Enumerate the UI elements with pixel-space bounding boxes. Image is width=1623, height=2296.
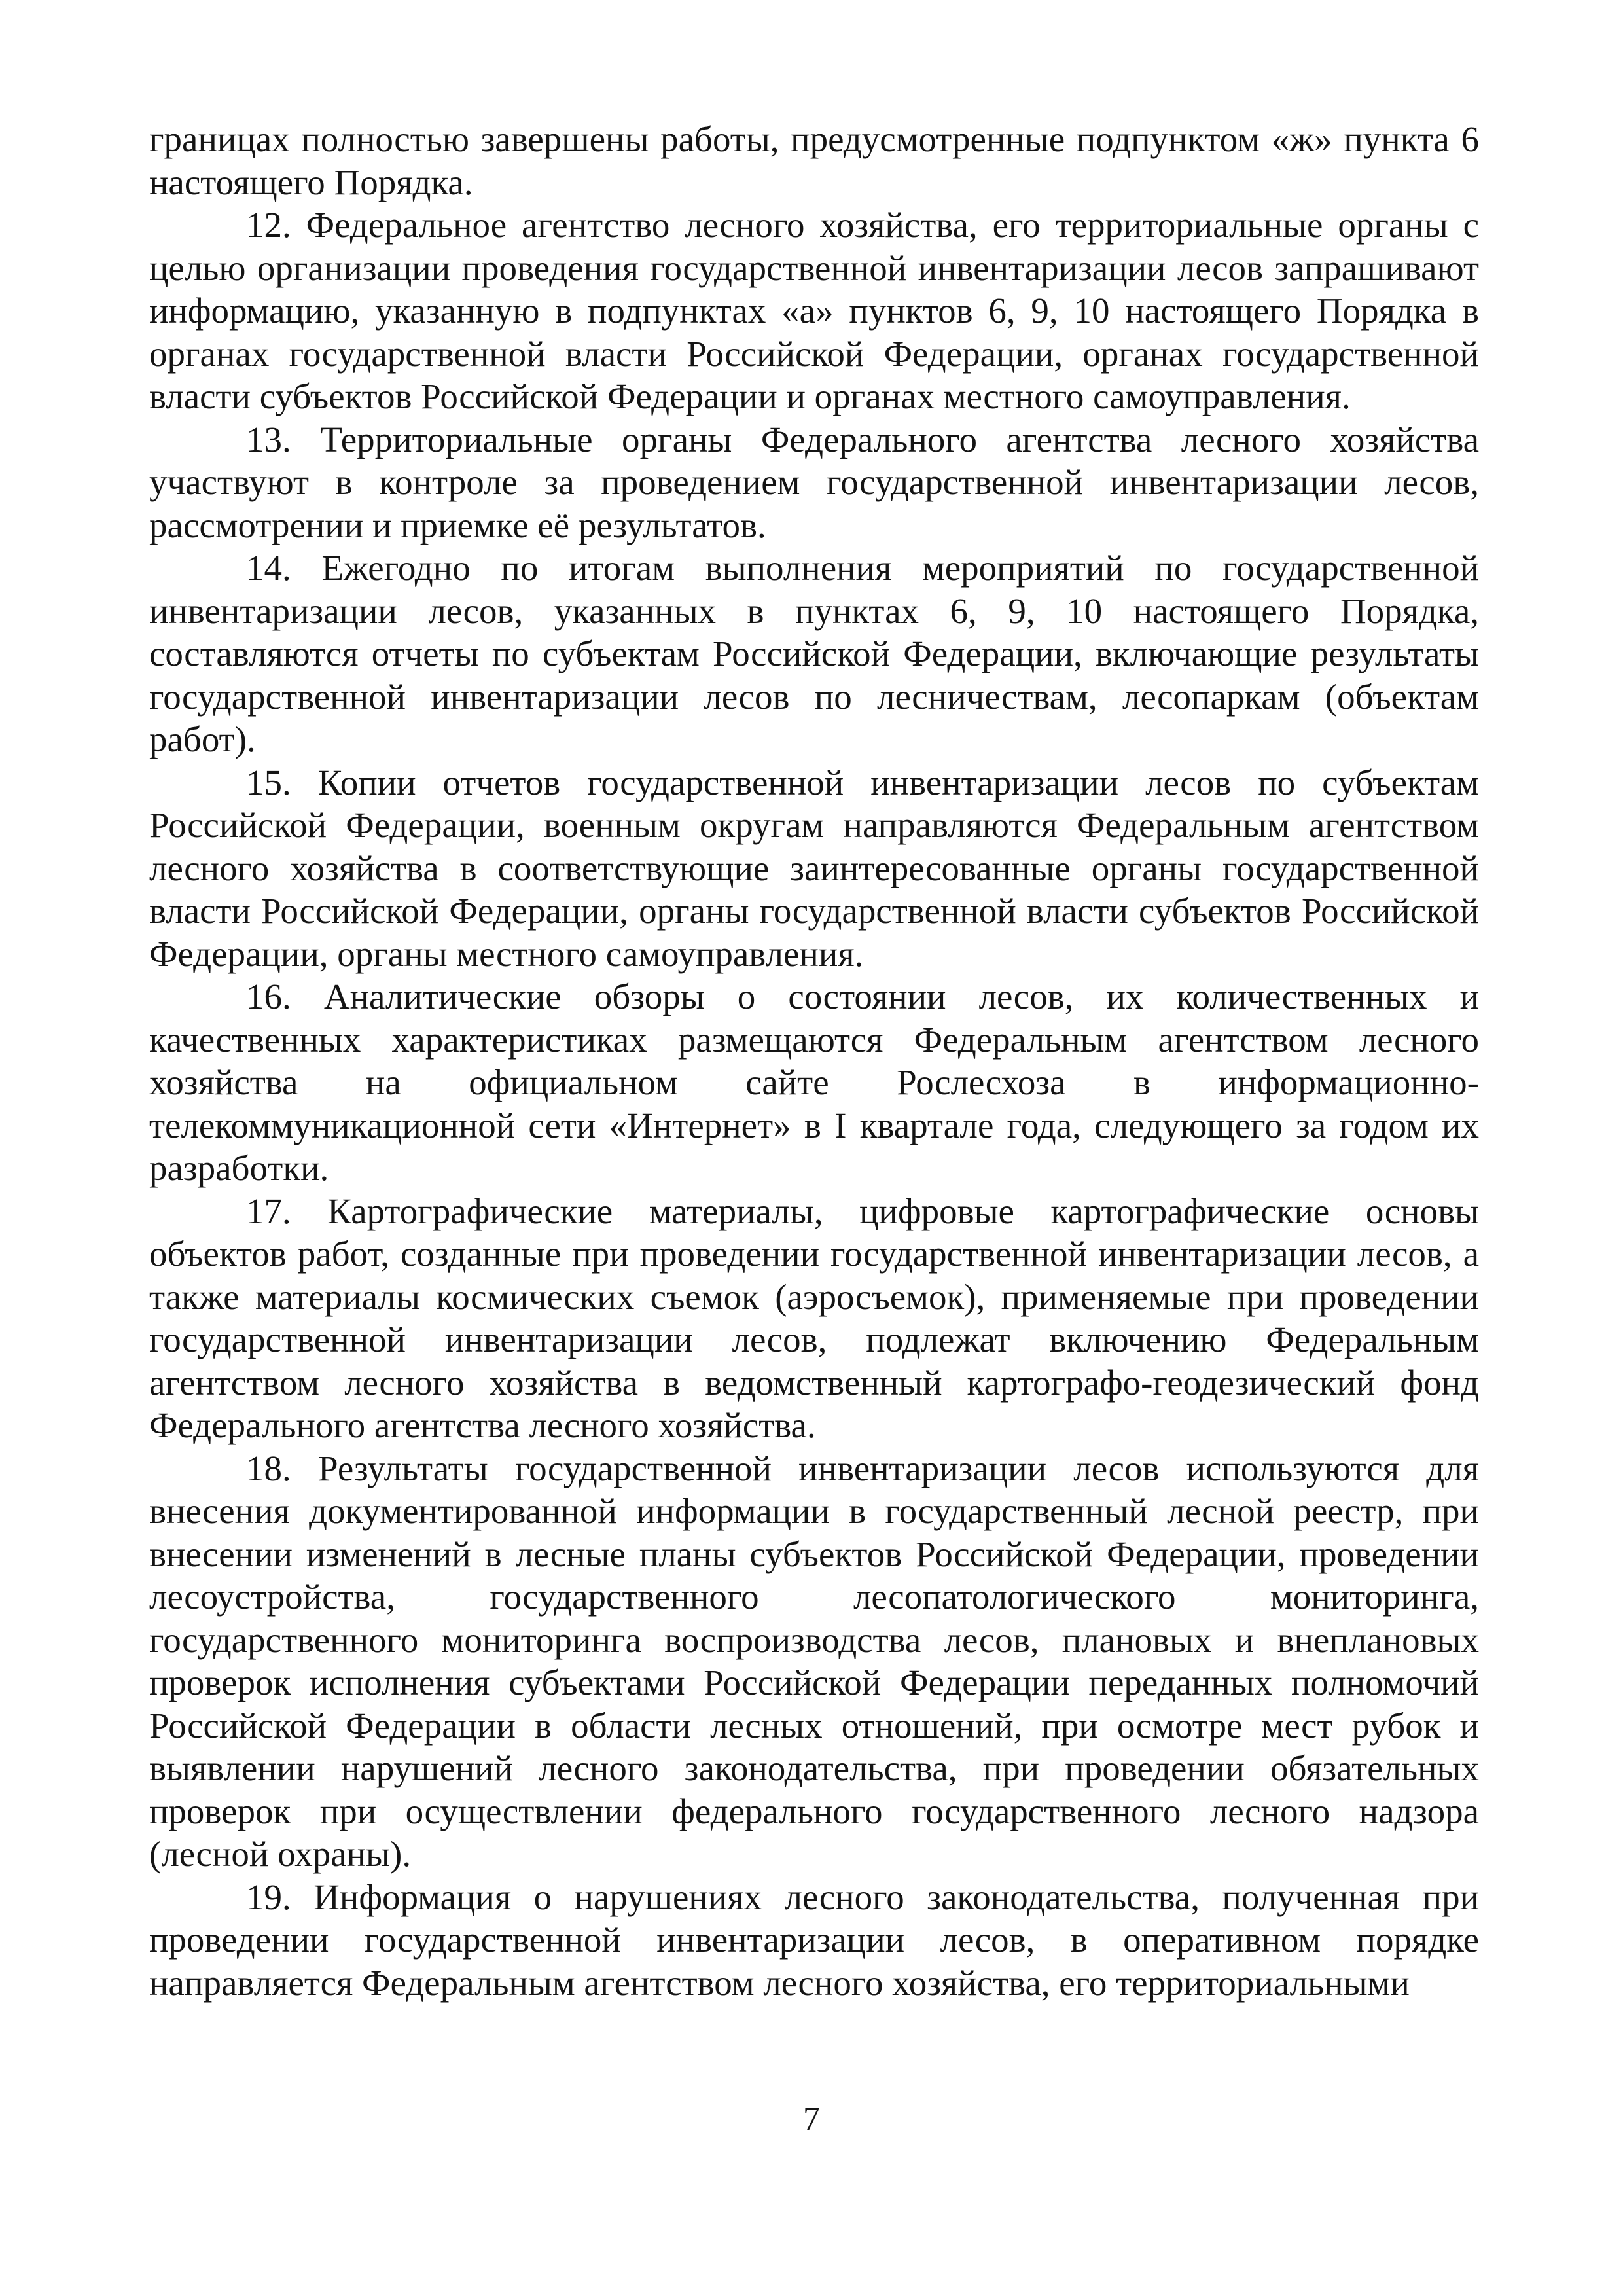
paragraph-text: Информация о нарушениях лесного законодательства, полученная при проведении государственной инвентаризации лесов, в оперативном порядке направляется Федеральным агентством лесного хозяйства, его территориальными <box>149 1876 1480 2003</box>
paragraph-19 <box>149 1876 1479 2005</box>
paragraph-12 <box>149 204 1479 418</box>
paragraph-number: 15. <box>246 762 291 802</box>
document-page <box>149 118 1479 2004</box>
paragraph-text: Аналитические обзоры о состоянии лесов, их количественных и качественных характеристиках размещаются Федеральным агентством лесного хозяйства на официальном сайте Рослесхоза в информационно-телекоммуникационной сети «Интернет» в I квартале года, следующего за годом их разработки. <box>149 977 1479 1188</box>
paragraph-number: 17. <box>246 1191 291 1231</box>
paragraph-18 <box>149 1447 1479 1876</box>
paragraph-text: Территориальные органы Федерального агентства лесного хозяйства участвуют в контроле за проведением государственной инвентаризации лесов, рассмотрении и приемке её результатов. <box>149 419 1479 545</box>
paragraph-text: границах полностью завершены работы, предусмотренные подпунктом «ж» пункта 6 настоящего Порядка. <box>149 119 1479 202</box>
paragraph-number: 14. <box>246 548 291 588</box>
page-number: 7 <box>803 2100 820 2138</box>
paragraph-text: Копии отчетов государственной инвентаризации лесов по субъектам Российской Федерации, военным округам направляются Федеральным агентством лесного хозяйства в соответствующие заинтересованные органы государственной власти Российской Федерации, органы государственной власти субъектов Российской Федерации, органы местного самоуправления. <box>149 762 1479 974</box>
paragraph-text: Картографические материалы, цифровые картографические основы объектов работ, созданные при проведении государственной инвентаризации лесов, а также материалы космических съемок (аэросъемок), применяемые при проведении государственной инвентаризации лесов, подлежат включению Федеральным агентством лесного хозяйства в ведомственный картографо-геодезический фонд Федерального агентства лесного хозяйства. <box>149 1191 1479 1445</box>
paragraph-number: 18. <box>246 1448 291 1488</box>
paragraph-text: Результаты государственной инвентаризации лесов используются для внесения документированной информации в государственный лесной реестр, при внесении изменений в лесные планы субъектов Российской Федерации, проведении лесоустройства, государственного лесопатологического мониторинга, государственного мониторинга воспроизводства лесов, плановых и внеплановых проверок исполнения субъектами Российской Федерации переданных полномочий Российской Федерации в области лесных отношений, при осмотре мест рубок и выявлении нарушений лесного законодательства, при проведении обязательных проверок при осуществлении федерального государственного лесного надзора (лесной охраны). <box>149 1448 1480 1874</box>
paragraph-14 <box>149 547 1479 761</box>
paragraph-number: 13. <box>246 419 291 459</box>
paragraph-text: Ежегодно по итогам выполнения мероприятий по государственной инвентаризации лесов, указанных в пунктах 6, 9, 10 настоящего Порядка, составляются отчеты по субъектам Российской Федерации, включающие результаты государственной инвентаризации лесов по лесничествам, лесопаркам (объектам работ). <box>149 548 1479 759</box>
paragraph-number: 16. <box>246 977 291 1016</box>
paragraph-17 <box>149 1190 1479 1447</box>
paragraph-number: 12. <box>246 205 291 245</box>
paragraph-16 <box>149 975 1479 1190</box>
paragraph-13 <box>149 418 1479 547</box>
paragraph-15 <box>149 761 1479 976</box>
paragraph-number: 19. <box>246 1876 291 1917</box>
paragraph-text: Федеральное агентство лесного хозяйства, его территориальные органы с целью организации проведения государственной инвентаризации лесов запрашивают информацию, указанную в подпунктах «а» пунктов 6, 9, 10 настоящего Порядка в органах государственной власти Российской Федерации, органах государственной власти субъектов Российской Федерации и органах местного самоуправления. <box>149 205 1479 416</box>
paragraph-continuation <box>149 118 1479 204</box>
